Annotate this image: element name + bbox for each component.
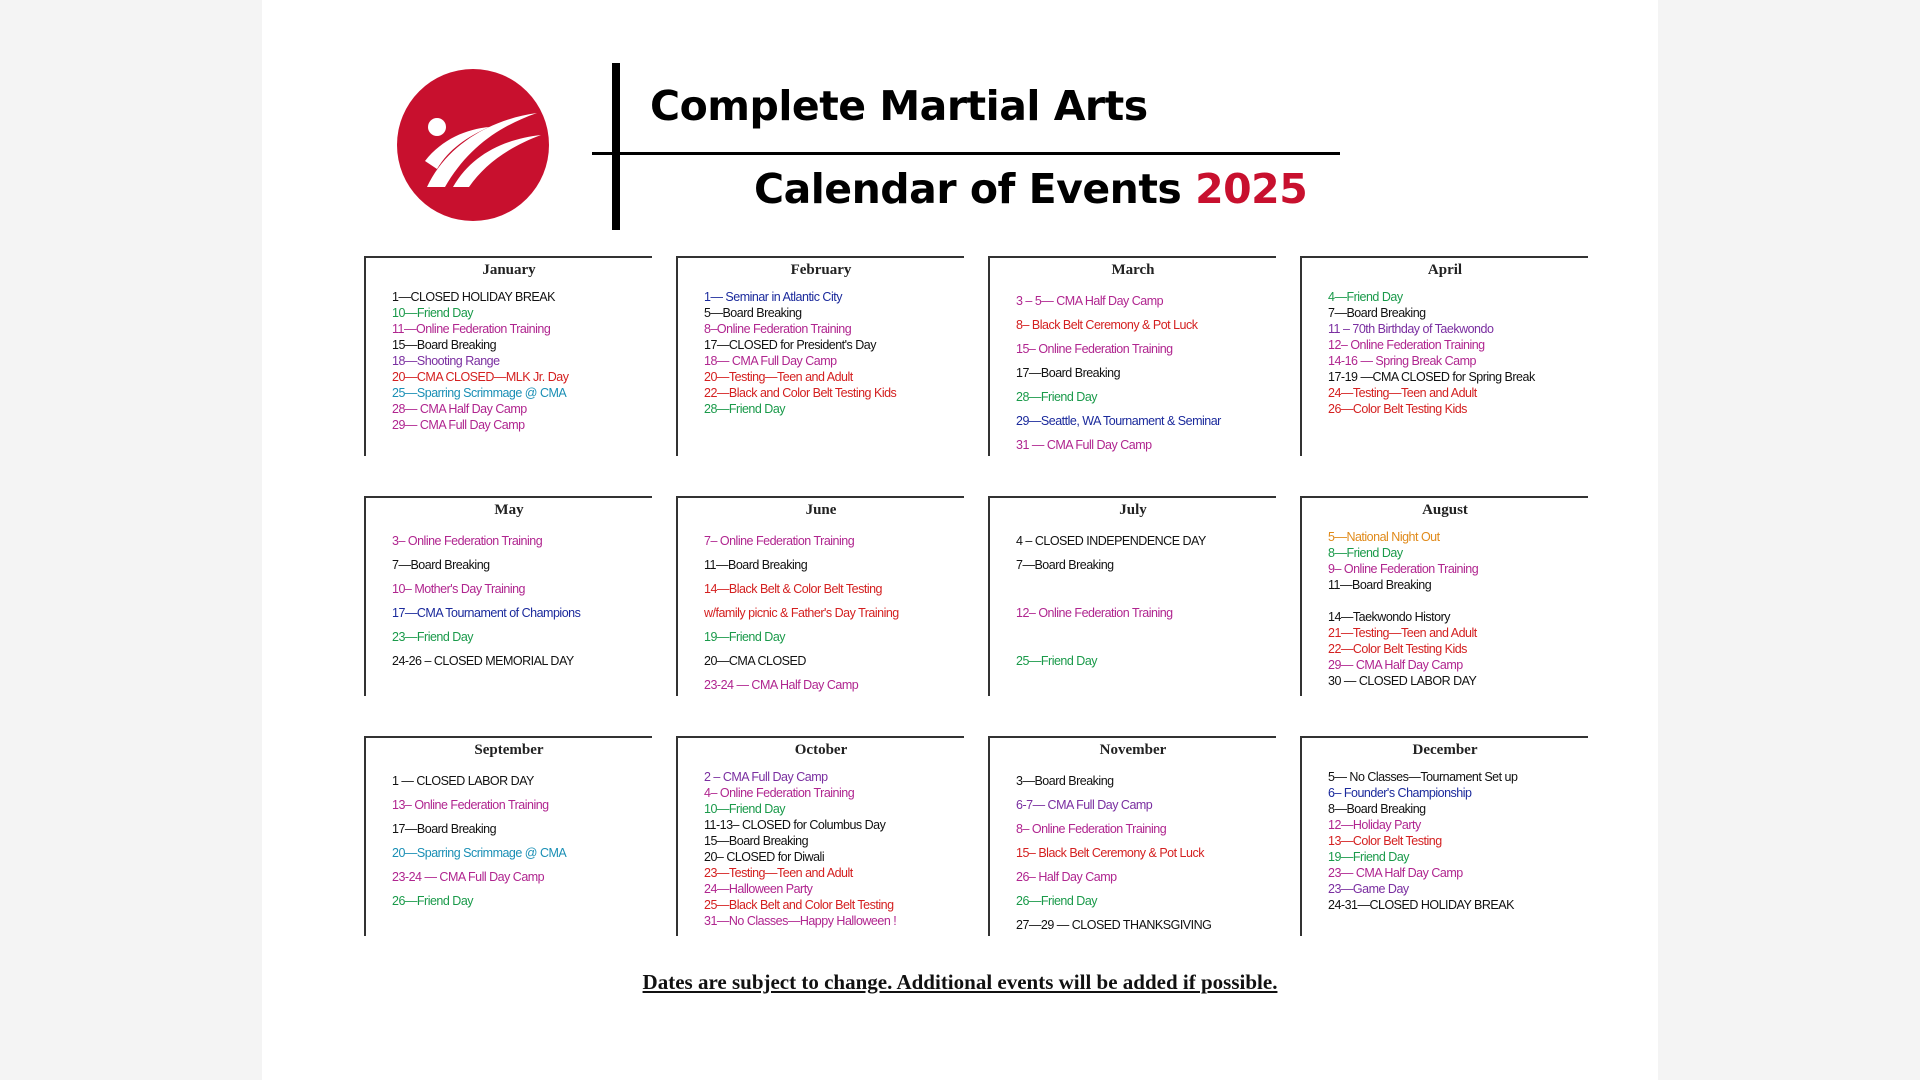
- event-list: [678, 769, 964, 929]
- event-item: 29— CMA Full Day Camp: [392, 418, 525, 432]
- event-list: [990, 769, 1276, 937]
- event-item: 25—Friend Day: [1016, 654, 1098, 668]
- event-item: 22—Color Belt Testing Kids: [1328, 642, 1467, 656]
- event-item: 1— Seminar in Atlantic City: [704, 290, 842, 304]
- event-item: 7—Board Breaking: [1328, 306, 1426, 320]
- event-item: 20– CLOSED for Diwali: [704, 850, 825, 864]
- event-item: 23-24 — CMA Half Day Camp: [704, 678, 859, 692]
- event-item: 31 — CMA Full Day Camp: [1016, 438, 1152, 452]
- event-item: 15– Black Belt Ceremony & Pot Luck: [1016, 846, 1204, 860]
- event-item: 20—Sparring Scrimmage @ CMA: [392, 846, 567, 860]
- event-item: 8—Friend Day: [1328, 546, 1403, 560]
- month-name: May: [494, 502, 524, 518]
- event-item: 23—Friend Day: [392, 630, 474, 644]
- event-item: 7—Board Breaking: [392, 558, 490, 572]
- event-item: 14—Taekwondo History: [1328, 610, 1451, 624]
- event-item: 17—CMA Tournament of Champions: [392, 606, 581, 620]
- event-item: 5—Board Breaking: [704, 306, 802, 320]
- event-list: [1302, 769, 1588, 913]
- month-january: [364, 256, 652, 456]
- event-item: 17—Board Breaking: [1016, 366, 1121, 380]
- event-item: 19—Friend Day: [1328, 850, 1410, 864]
- event-item: 5— No Classes—Tournament Set up: [1328, 770, 1518, 784]
- event-item: 5—National Night Out: [1328, 530, 1440, 544]
- event-item: 17—CLOSED for President's Day: [704, 338, 876, 352]
- event-item: 12—Holiday Party: [1328, 818, 1421, 832]
- event-item: 28—Friend Day: [1016, 390, 1098, 404]
- event-item: 25—Sparring Scrimmage @ CMA: [392, 386, 567, 400]
- event-item: 27—29 — CLOSED THANKSGIVING: [1016, 918, 1212, 932]
- event-item: [1016, 625, 1276, 649]
- month-name: July: [1119, 502, 1147, 518]
- event-item: 4—Friend Day: [1328, 290, 1403, 304]
- event-item: 26—Friend Day: [1016, 894, 1098, 908]
- event-item: 12– Online Federation Training: [1016, 606, 1173, 620]
- event-item: 23— CMA Half Day Camp: [1328, 866, 1463, 880]
- event-item: 8– Black Belt Ceremony & Pot Luck: [1016, 318, 1198, 332]
- month-name: January: [482, 262, 536, 278]
- month-name: June: [805, 502, 837, 518]
- month-may: [364, 496, 652, 696]
- event-item: w/family picnic & Father's Day Training: [704, 606, 899, 620]
- event-item: 23—Testing—Teen and Adult: [704, 866, 853, 880]
- event-item: 3 – 5— CMA Half Day Camp: [1016, 294, 1164, 308]
- event-item: 18— CMA Full Day Camp: [704, 354, 837, 368]
- event-item: 13—Color Belt Testing: [1328, 834, 1442, 848]
- event-item: 29—Seattle, WA Tournament & Seminar: [1016, 414, 1221, 428]
- event-item: 21—Testing—Teen and Adult: [1328, 626, 1477, 640]
- event-item: 15– Online Federation Training: [1016, 342, 1173, 356]
- month-february: [676, 256, 964, 456]
- month-september: [364, 736, 652, 936]
- event-item: 11—Board Breaking: [704, 558, 808, 572]
- event-item: 4– Online Federation Training: [704, 786, 855, 800]
- event-item: 24-31—CLOSED HOLIDAY BREAK: [1328, 898, 1514, 912]
- event-item: 26—Friend Day: [392, 894, 474, 908]
- event-item: 20—CMA CLOSED: [704, 654, 806, 668]
- event-item: 15—Board Breaking: [392, 338, 497, 352]
- event-item: 17—Board Breaking: [392, 822, 497, 836]
- month-july: [988, 496, 1276, 696]
- event-item: 22—Black and Color Belt Testing Kids: [704, 386, 897, 400]
- event-item: 3—Board Breaking: [1016, 774, 1114, 788]
- event-item: 8–Online Federation Training: [704, 322, 852, 336]
- event-list: [678, 289, 964, 417]
- event-item: 11 – 70th Birthday of Taekwondo: [1328, 322, 1494, 336]
- month-name: April: [1427, 262, 1463, 278]
- event-list: [990, 529, 1276, 673]
- event-item: 30 — CLOSED LABOR DAY: [1328, 674, 1477, 688]
- calendar-title: [754, 165, 1307, 213]
- event-item: 15—Board Breaking: [704, 834, 809, 848]
- event-item: 19—Friend Day: [704, 630, 786, 644]
- event-item: 1—CLOSED HOLIDAY BREAK: [392, 290, 555, 304]
- month-name: August: [1422, 502, 1468, 518]
- event-item: 24—Testing—Teen and Adult: [1328, 386, 1477, 400]
- month-name: February: [790, 262, 852, 278]
- event-item: 25—Black Belt and Color Belt Testing: [704, 898, 894, 912]
- event-item: 8—Board Breaking: [1328, 802, 1426, 816]
- month-name: October: [794, 742, 848, 758]
- month-april: [1300, 256, 1588, 456]
- disclaimer-note: Dates are subject to change. Additional events will be added if possible.: [642, 970, 1278, 994]
- event-item: 29— CMA Half Day Camp: [1328, 658, 1463, 672]
- header-vertical-rule: [612, 63, 620, 230]
- month-november: [988, 736, 1276, 936]
- event-item: 4 – CLOSED INDEPENDENCE DAY: [1016, 534, 1206, 548]
- event-item: 6– Founder's Championship: [1328, 786, 1472, 800]
- event-item: 23—Game Day: [1328, 882, 1409, 896]
- event-list: [990, 289, 1276, 457]
- event-item: [1328, 593, 1588, 609]
- event-list: [1302, 529, 1588, 689]
- calendar-title-text: Calendar of Events: [754, 165, 1182, 213]
- month-name: November: [1099, 742, 1167, 758]
- month-name: September: [474, 742, 544, 758]
- event-item: 26—Color Belt Testing Kids: [1328, 402, 1467, 416]
- event-list: [366, 289, 652, 433]
- event-item: 20—CMA CLOSED—MLK Jr. Day: [392, 370, 569, 384]
- event-item: 8– Online Federation Training: [1016, 822, 1167, 836]
- calendar-year: 2025: [1195, 165, 1308, 213]
- organization-title: Complete Martial Arts: [650, 82, 1148, 130]
- event-item: 18—Shooting Range: [392, 354, 500, 368]
- month-october: [676, 736, 964, 936]
- month-march: [988, 256, 1276, 456]
- event-item: 28—Friend Day: [704, 402, 786, 416]
- month-december: [1300, 736, 1588, 936]
- event-list: [678, 529, 964, 697]
- event-item: 14—Black Belt & Color Belt Testing: [704, 582, 883, 596]
- event-list: [366, 769, 652, 913]
- event-item: 26– Half Day Camp: [1016, 870, 1117, 884]
- event-item: 11—Online Federation Training: [392, 322, 551, 336]
- event-item: 10—Friend Day: [392, 306, 474, 320]
- event-item: 11-13– CLOSED for Columbus Day: [704, 818, 886, 832]
- event-list: [366, 529, 652, 673]
- event-item: 20—Testing—Teen and Adult: [704, 370, 853, 384]
- header-horizontal-rule: [592, 152, 1340, 155]
- event-item: 7—Board Breaking: [1016, 558, 1114, 572]
- event-item: [1016, 577, 1276, 601]
- event-item: 23-24 — CMA Full Day Camp: [392, 870, 545, 884]
- event-item: 7– Online Federation Training: [704, 534, 855, 548]
- event-item: 17-19 —CMA CLOSED for Spring Break: [1328, 370, 1535, 384]
- month-name: March: [1111, 262, 1155, 278]
- event-item: 1 — CLOSED LABOR DAY: [392, 774, 534, 788]
- month-name: December: [1412, 742, 1478, 758]
- event-item: 11—Board Breaking: [1328, 578, 1432, 592]
- event-item: 28— CMA Half Day Camp: [392, 402, 527, 416]
- event-item: 10—Friend Day: [704, 802, 786, 816]
- event-item: 12– Online Federation Training: [1328, 338, 1485, 352]
- event-item: 14-16 — Spring Break Camp: [1328, 354, 1476, 368]
- event-item: 24-26 – CLOSED MEMORIAL DAY: [392, 654, 574, 668]
- month-august: [1300, 496, 1588, 696]
- event-item: 2 – CMA Full Day Camp: [704, 770, 828, 784]
- event-item: 6-7— CMA Full Day Camp: [1016, 798, 1153, 812]
- event-item: 13– Online Federation Training: [392, 798, 549, 812]
- event-item: 10– Mother's Day Training: [392, 582, 526, 596]
- cma-logo-icon: [397, 69, 549, 221]
- event-list: [1302, 289, 1588, 417]
- event-item: 31—No Classes—Happy Halloween !: [704, 914, 897, 928]
- event-item: 24—Halloween Party: [704, 882, 813, 896]
- event-item: 3– Online Federation Training: [392, 534, 543, 548]
- month-june: [676, 496, 964, 696]
- event-item: 9– Online Federation Training: [1328, 562, 1479, 576]
